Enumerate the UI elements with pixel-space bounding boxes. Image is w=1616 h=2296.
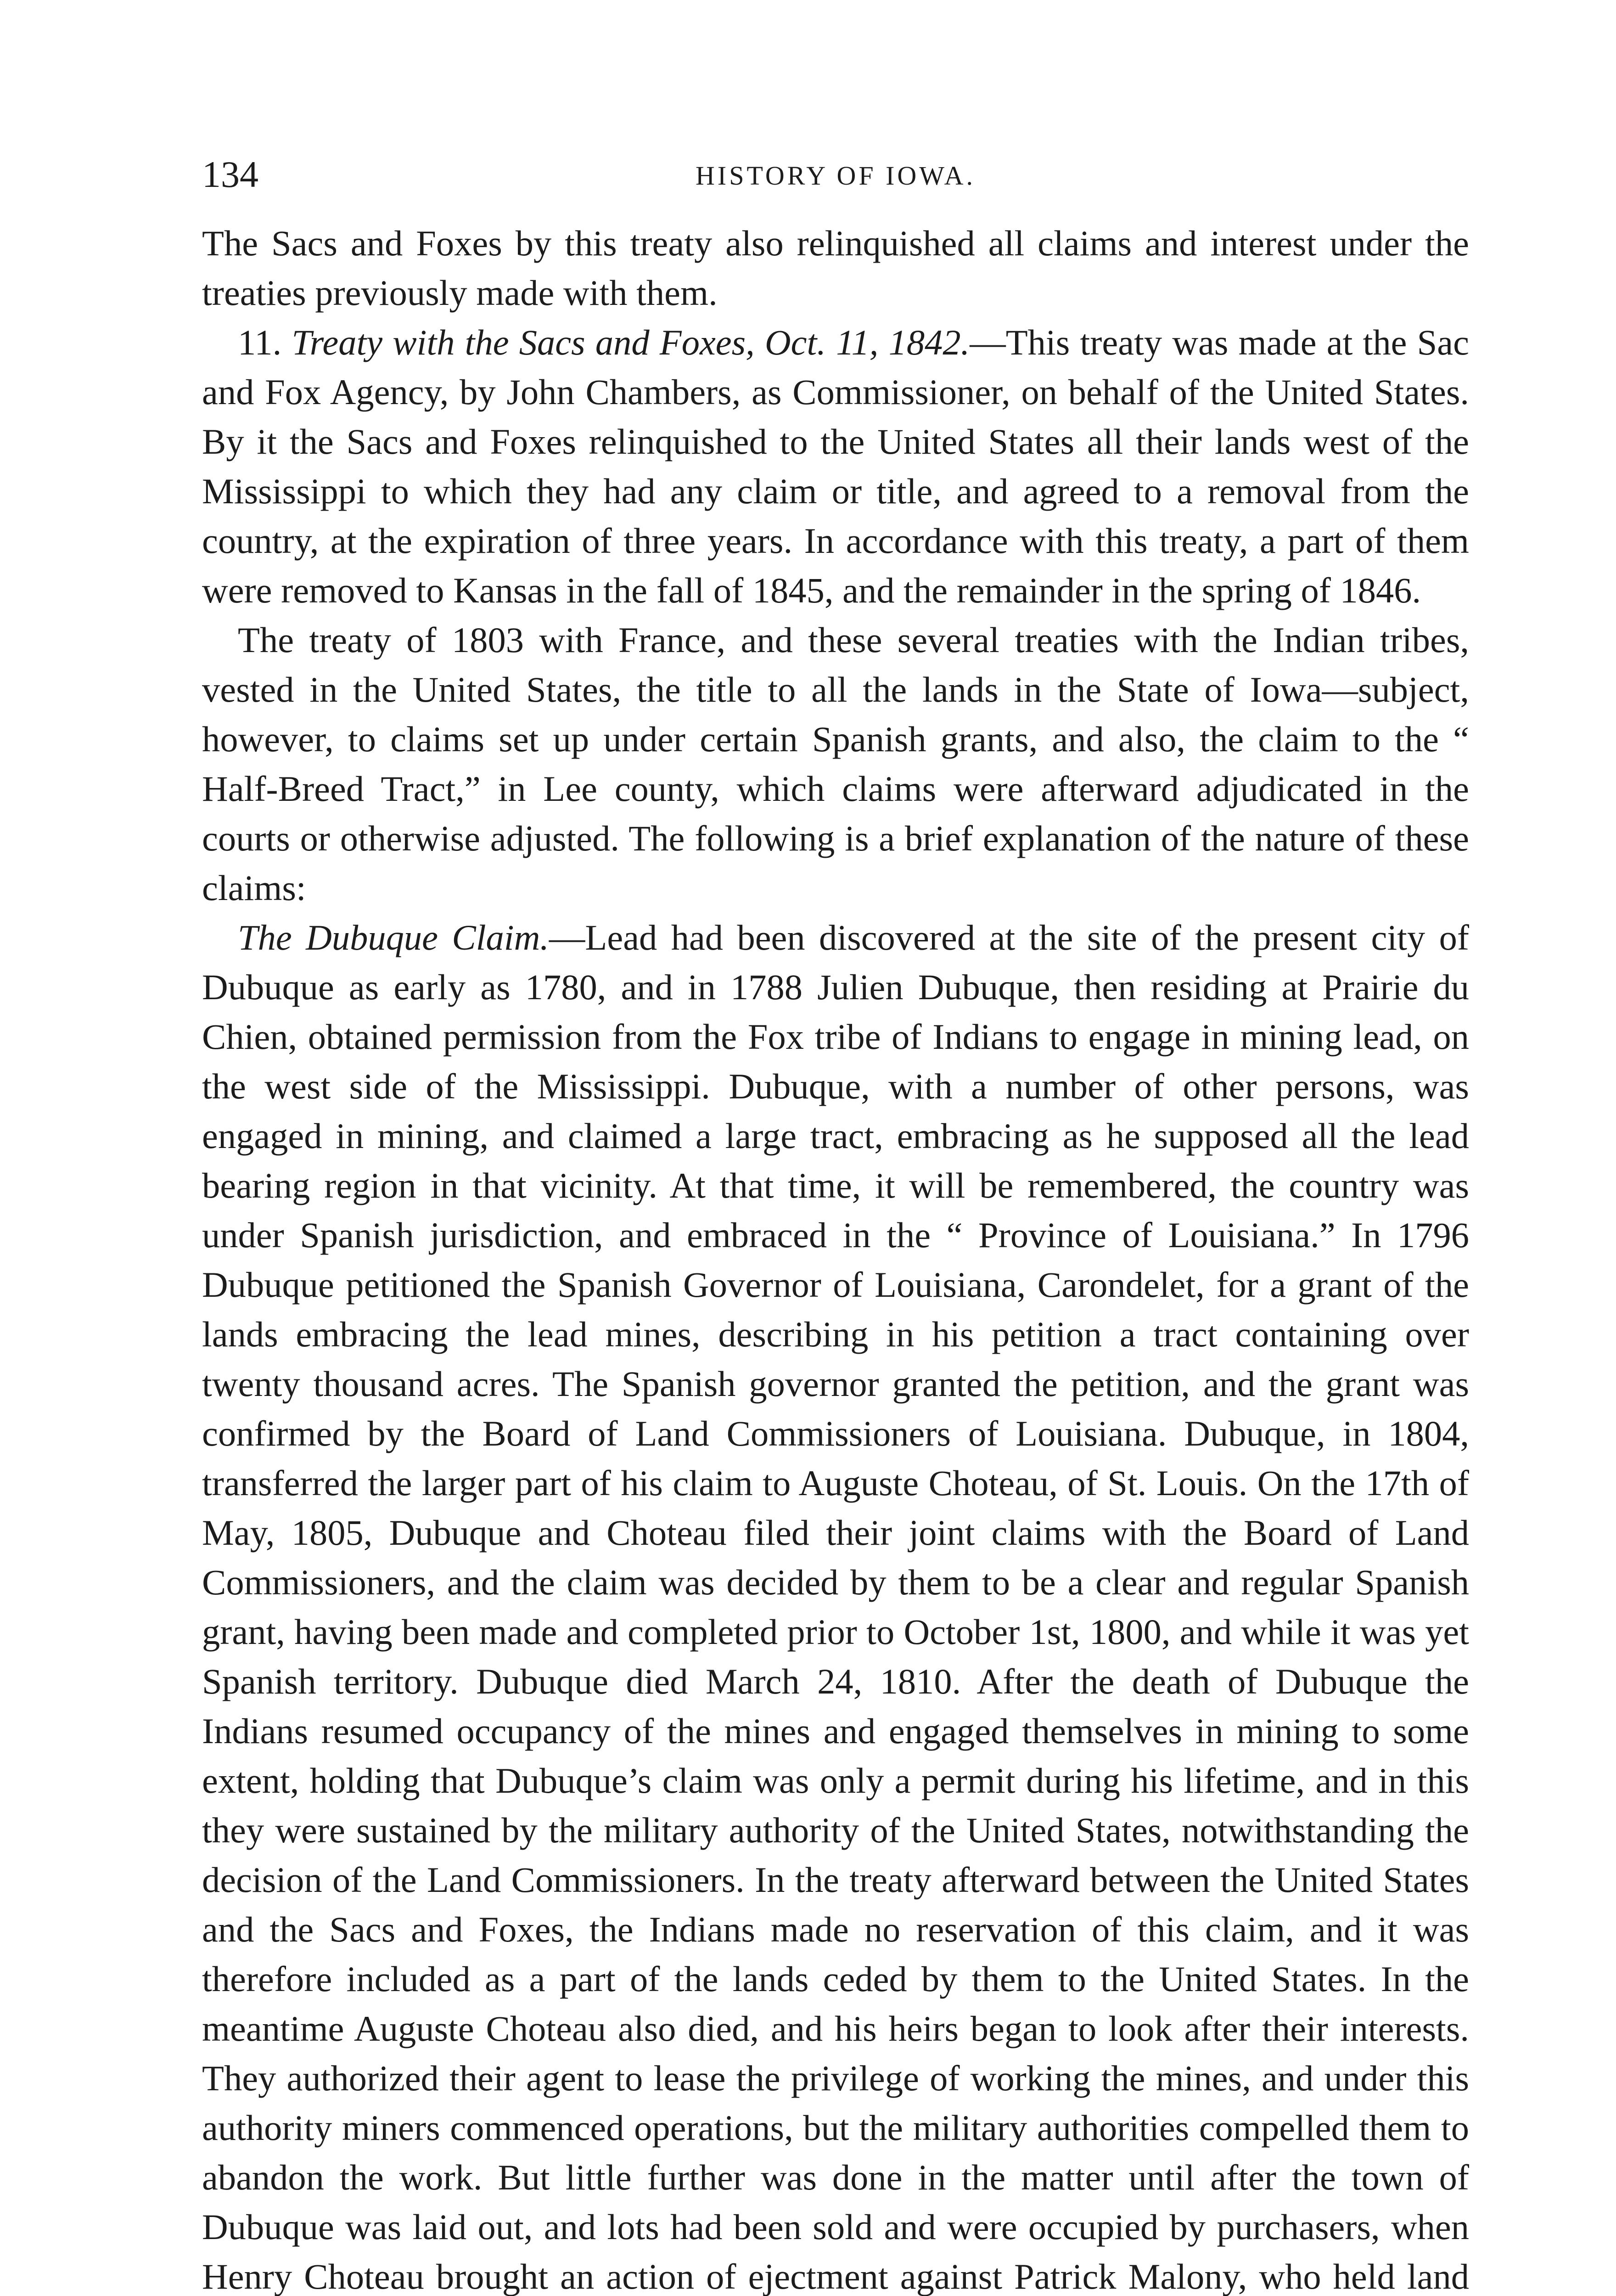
book-page (202, 152, 1469, 2296)
paragraph-text: —This treaty was made at the Sac and Fox Agency, by John Chambers, as Commissioner, on behalf of the United States. By it the Sacs and Foxes relinquished to the United States all their lands west of the Mississippi to which they had any claim or title, and agreed to a removal from the country, at the expiration of three years. In accordance with this treaty, a part of them were removed to Kansas in the fall of 1845, and the remainder in the spring of 1846. (202, 322, 1469, 610)
section-heading-dubuque-claim: The Dubuque Claim. (238, 917, 549, 957)
page-number: 134 (202, 153, 258, 195)
paragraph-text: The treaty of 1803 with France, and these several treaties with the Indian tribes, vested in the United States, the title to all the lands in the State of Iowa—subject, however, to claims set up under certain Spanish grants, and also, the claim to the “ Half-Breed Tract,” in Lee county, which claims were afterward adjudicated in the courts or otherwise adjusted. The following is a brief explanation of the nature of these claims: (202, 620, 1469, 908)
paragraph-sacs-foxes-relinquish (202, 219, 1469, 318)
paragraph-dubuque-claim (202, 913, 1469, 2296)
running-title: HISTORY OF IOWA. (696, 161, 976, 191)
paragraph-text: —Lead had been discovered at the site of the present city of Dubuque as early as 1780, and in 1788 Julien Dubuque, then residing at Prairie du Chien, obtained permission from the Fox tribe of Indians to engage in mining lead, on the west side of the Mississippi. Dubuque, with a number of other persons, was engaged in mining, and claimed a large tract, embracing as he supposed all the lead bearing region in that vicinity. At that time, it will be remembered, the country was under Spanish jurisdiction, and embraced in the “ Province of Louisiana.” In 1796 Dubuque petitioned the Spanish Governor of Louisiana, Carondelet, for a grant of the lands embracing the lead mines, describing in his petition a tract containing over twenty thousand acres. The Spanish governor granted the petition, and the grant was confirmed by the Board of Land Commissioners of Louisiana. Dubuque, in 1804, transferred the larger part of his claim to Auguste Choteau, of St. Louis. On the 17th of May, 1805, Dubuque and Choteau filed their joint claims with the Board of Land Commissioners, and the claim was decided by them to be a clear and regular Spanish grant, having been made and completed prior to October 1st, 1800, and while it was yet Spanish territory. Dubuque died March 24, 1810. After the death of Dubuque the Indians resumed occupancy of the mines and engaged themselves in mining to some extent, holding that Dubuque’s claim was only a permit during his lifetime, and in this they were sustained by the military authority of the United States, notwithstanding the decision of the Land Commissioners. In the treaty afterward between the United States and the Sacs and Foxes, the Indians made no reservation of this claim, and it was therefore included as a part of the lands ceded by them to the United States. In the meantime Auguste Choteau also died, and his heirs began to look after their interests. They authorized their agent to lease the privilege of working the mines, and under this authority miners commenced operations, but the military authorities compelled them to abandon the work. But little further was done in the matter until after the town of Dubuque was laid out, and lots had been sold and were occupied by purchasers, when Henry Choteau brought an action of ejectment against Patrick Malony, who held land (202, 917, 1469, 2296)
paragraph-treaty-1842 (202, 318, 1469, 615)
section-number: 11. (238, 322, 292, 362)
body-text (202, 219, 1469, 2296)
running-head (202, 152, 1469, 202)
paragraph-treaty-1803 (202, 615, 1469, 913)
paragraph-text: The Sacs and Foxes by this treaty also relinquished all claims and interest under the treaties previously made with them. (202, 223, 1469, 313)
section-heading-treaty-1842: Treaty with the Sacs and Foxes, Oct. 11, 1842. (292, 322, 970, 362)
